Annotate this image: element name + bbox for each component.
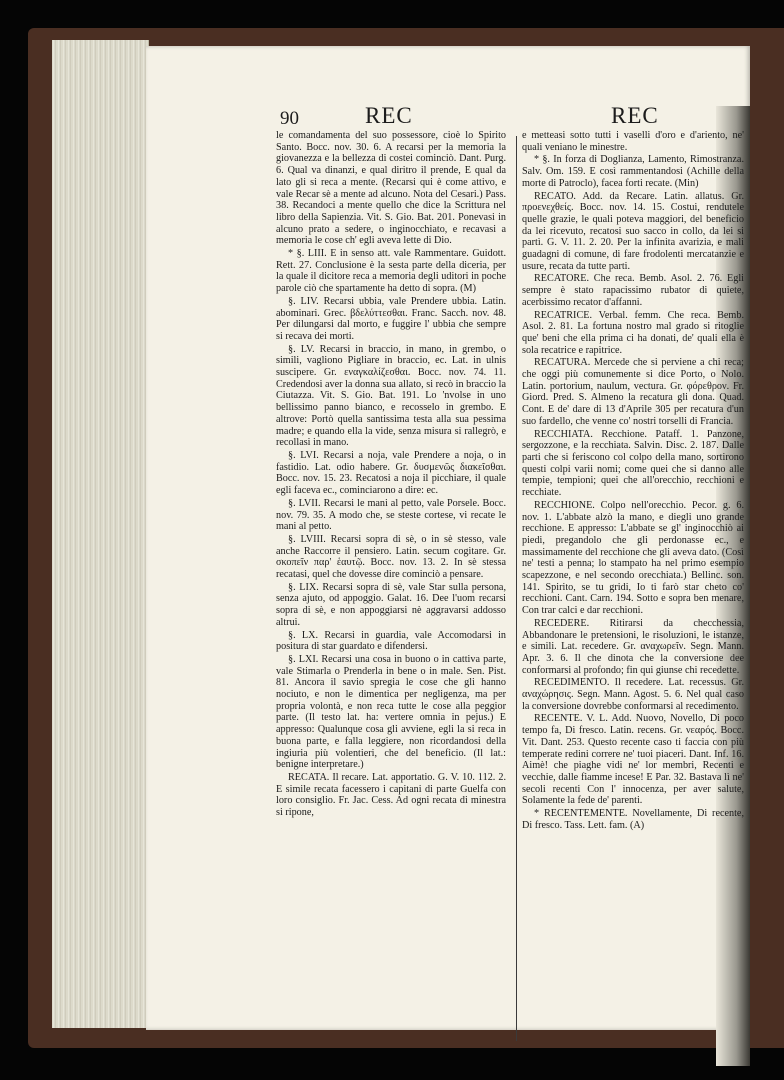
page-number: 90	[280, 108, 299, 129]
paragraph: RECATORE. Che reca. Bemb. Asol. 2. 76. Egli sempre è stato rapacissimo rubator di quiete, acerbissimo recator d'affanni.	[522, 273, 744, 308]
left-column	[276, 130, 506, 820]
paragraph: RECENTE. V. L. Add. Nuovo, Novello, Di poco tempo fa, Di fresco. Latin. recens. Gr. νεαρός. Bocc. Vit. Dant. 253. Questo recente caso ti faccia con più temperate redini correre ne' tuoi piaceri. Dant. Inf. 16. Aimè! che piaghe vidi ne' lor membri, Recenti e vecchie, dalle fiamme incese! E Par. 32. Bastava lì ne' secoli recenti Con l' innocenza, per aver salute, Solamente la fede de' parenti.	[522, 713, 744, 807]
page-edges	[52, 40, 149, 1028]
paragraph: §. LIX. Recarsi sopra di sè, vale Star sulla persona, senza ajuto, od appoggio. Galat. 16. Dee l'uom recarsi sopra di sè, e non appoggiarsi nè aggravarsi addosso altrui.	[276, 581, 506, 628]
paragraph: §. LIV. Recarsi ubbia, vale Prendere ubbia. Latin. abominari. Grec. βδελύττεσθαι. Franc. Sacch. nov. 48. Per dilungarsi dal morto, e fuggire l' ubbia che sempre si recava dei morti.	[276, 295, 506, 342]
paragraph: le comandamenta del suo possessore, cioè lo Spirito Santo. Bocc. nov. 30. 6. A recarsi per la memoria la giovanezza e la bellezza di costei cominciò. Dant. Purg. 6. Qual va dinanzi, e qual diritro il prende, E qual da lato gli si reca a mente. (Recarsi qui è come attivo, e vale Recar sè a mente ad alcuno. Nota del Cesari.) Pass. 38. Recandoci a mente quello che dice la Scrittura nel libro della Sapienzia. Vit. S. Gio. Bat. 201. Ponevasi in alcuno prato a sedere, o inginocchiato, e recavasi a memoria le cose ch' egli aveva lette di Dio.	[276, 130, 506, 247]
right-column	[522, 130, 744, 832]
paragraph: §. LVI. Recarsi a noja, vale Prendere a noja, o in fastidio. Lat. odio habere. Gr. δυσμενῶς διακεῖσθαι. Bocc. nov. 15. 23. Recatosi a noja il picchiare, il quale egli faceva ec., cominciarono a dire: ec.	[276, 449, 506, 497]
paragraph: RECCHIATA. Recchione. Pataff. 1. Panzone, sergozzone, e la recchiata. Salvin. Disc. 2. 187. Dalle parti che si feriscono col colpo della mano, sortirono questi colpi varii nomi; come quei che si danno alle tempie, tempioni; quei che all'orecchio, recchioni e recchiate.	[522, 428, 744, 499]
paragraph: RECCHIONE. Colpo nell'orecchio. Pecor. g. 6. nov. 1. L'abbate alzò la mano, e diegli uno grande recchione. E appresso: L'abbate se gl' inginocchiò ai piedi, pregandolo che gli perdonasse ec., e massimamente del recchione che gli aveva dato. (Così ne' testi a penna; lo stampato ha nel primo esempio scapezzone, e nel secondo orecchiata.) Bellinc. son. 141. Spirito, se tu gridi, Io ti farò star cheto co' recchioni. Cant. Carn. 194. Sotto e sopra ben menare, Con trar calci e dar recchioni.	[522, 499, 744, 617]
paragraph: RECATA. Il recare. Lat. apportatio. G. V. 10. 112. 2. E simile recata facessero i capitani di parte Guelfa con loro consiglio. Fr. Jac. Cess. Ad ogni recata di minestra si ripone,	[276, 771, 506, 819]
paragraph: RECATURA. Mercede che si perviene a chi reca; che oggi più comunemente si dice Porto, o Nolo. Latin. portorium, naulum, vectura. Gr. φόρεθρον. Fr. Giord. Pred. S. Almeno la recatura gli dona. Quad. Cont. E de' dare di 13 d'Aprile 305 per recatura d'un suo fardello, che venne co' nostri torselli di Francia.	[522, 357, 744, 427]
column-rule	[516, 136, 517, 1041]
paragraph: RECATRICE. Verbal. femm. Che reca. Bemb. Asol. 2. 81. La fortuna nostro mal grado si ritoglie que' beni che ella prima ci ha donati, de' quali ella è sola recatrice e rapitrice.	[522, 309, 744, 356]
running-head-right: REC	[611, 103, 659, 128]
paragraph: §. LXI. Recarsi una cosa in buono o in cattiva parte, vale Stimarla o Prenderla in bene o in male. Sen. Pist. 81. Ancora il savio spregia le cose che gli hanno nociuto, e non le dimentica per negligenza, ma per propria volontà, e non reca tutte le cose alla peggior parte. (Il testo lat. ha: vertere omnia in pejus.) E appresso: Qualunque cosa gli avviene, egli la si reca in buona parte, e falla leggiere, non ricordandosi della ingiuria più volentieri, che del beneficio. (Il lat.: benigne interpretare.)	[276, 653, 506, 771]
paragraph: e metteasi sotto tutti i vaselli d'oro e d'ariento, ne' quali veniano le minestre.	[522, 130, 744, 153]
paragraph: §. LVIII. Recarsi sopra di sè, o in sè stesso, vale anche Raccorre il pensiero. Latin. secum cogitare. Gr. σκοπεῖν παρ' ἑαυτῷ. Bocc. nov. 13. 2. In sè stessa recatasi, quel che dovesse dire cominciò a pensare.	[276, 533, 506, 581]
paragraph: * §. In forza di Doglianza, Lamento, Rimostranza. Salv. Om. 159. E così rammentandosi (Achille della morte di Patroclo), facea forti recate. (Min)	[522, 154, 744, 189]
paragraph: * §. LIII. E in senso att. vale Rammentare. Guidott. Rett. 27. Conclusione è la sesta parte della diceria, per la quale il dicitore reca a memoria degli uditori in poche parole ciò che spartamente ha detto di sopra. (M)	[276, 248, 506, 295]
paragraph: RECEDERE. Ritirarsi da checchessia, Abbandonare le pretensioni, le risoluzioni, le istanze, e simili. Lat. recedere. Gr. αναχωρεῖν. Segn. Mann. Apr. 3. 6. Il che dinota che la conversione dee conformarsi al profondo; fin qui giunse chi recedette.	[522, 617, 744, 676]
paragraph: §. LX. Recarsi in guardia, vale Accomodarsi in positura di star guardato e difendersi.	[276, 629, 506, 653]
paragraph: RECEDIMENTO. Il recedere. Lat. recessus. Gr. αναχώρησις. Segn. Mann. Agost. 5. 6. Nel qual caso la conversione dovrebbe conformarsi al recedimento.	[522, 677, 744, 712]
paragraph: §. LV. Recarsi in braccio, in mano, in grembo, o simili, vagliono Pigliare in braccio, ec. Lat. in ulnis suscipere. Gr. εναγκαλίζεσθαι. Bocc. nov. 74. 11. Credendosi aver la donna sua allato, si recò in braccio la Ciutazza. Vit. S. Gio. Bat. 191. Lo 'nvolse in uno bellissimo panno bianco, e recosselo in grembo. E altrove: Portò quella santissima testa alla sua pessima madre; e quando ella la vide, senza misura si rallegrò, e recollasi in mano.	[276, 343, 506, 449]
paragraph: §. LVII. Recarsi le mani al petto, vale Porsele. Bocc. nov. 79. 35. A modo che, se steste cortese, vi recate le mani al petto.	[276, 497, 506, 533]
paragraph: * RECENTEMENTE. Novellamente, Di recente, Di fresco. Tass. Lett. fam. (A)	[522, 808, 744, 831]
paragraph: RECATO. Add. da Recare. Latin. allatus. Gr. προενεχθείς. Bocc. nov. 14. 15. Costui, rendutele quelle grazie, le quali poteva maggiori, del beneficio da lei ricevuto, recatosi suo sacco in collo, da lei si partì. G. V. 11. 2. 20. Per la infinita avarizia, e mali guadagni di comune, di fare frodolenti mercatanzie e usure, recata da tutte parti.	[522, 190, 744, 272]
running-head-left: REC	[365, 103, 413, 128]
